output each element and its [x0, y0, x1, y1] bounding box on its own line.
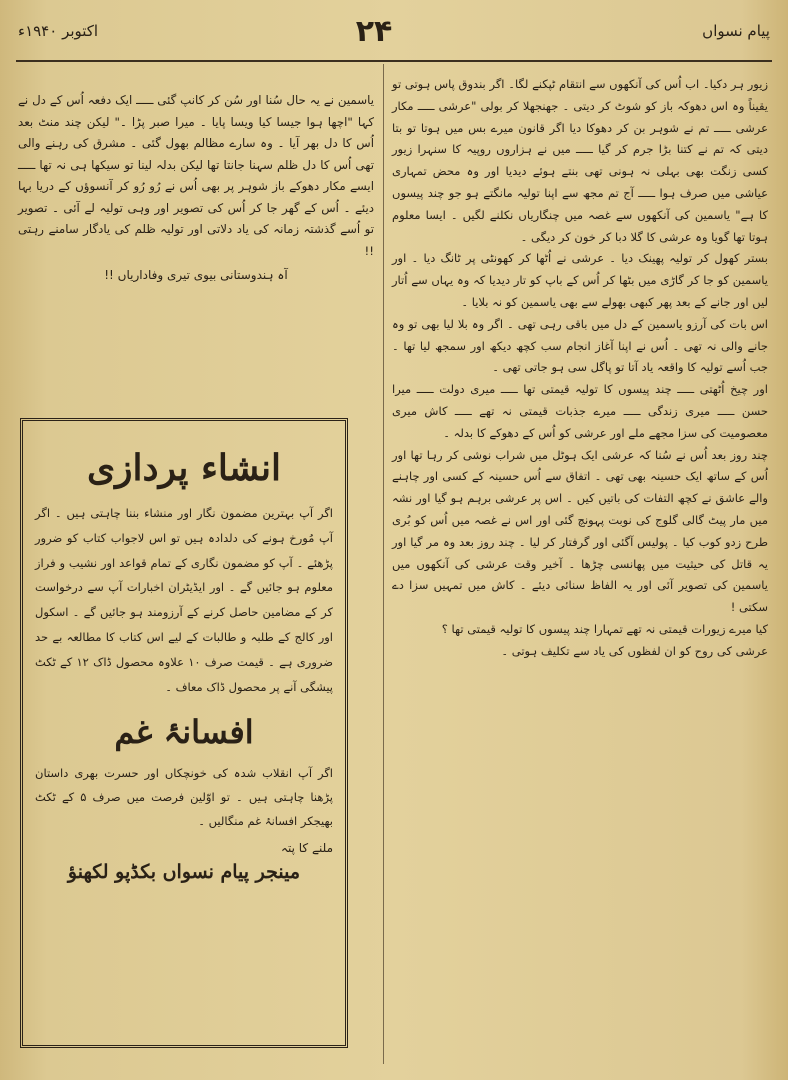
right-paragraph: اور چیخ اُٹھتی ـــــ چند پیسوں کا تولیہ قیمتی تھا ـــــ میری دولت ـــــ میرا حسن ـــــ میری زندگی ـــــ میرے جذبات قیمتی نہ تھے ـــــ کاش میری معصومیت کی سزا مجھے ملے اور عرشی کو اُس کے دھوکے کا بدلہ ۔	[392, 382, 768, 440]
issue-date: اکتوبر ۱۹۴۰ء	[18, 22, 99, 40]
right-paragraph: زیور ہر دکیا۔ اب اُس کی آنکھوں سے انتقام ٹپکنے لگا۔ اگر بندوق پاس ہوتی تو یقیناً وہ اس دھوکہ باز کو شوٹ کر دیتی ۔ جھنجھلا کر بولی "عرشی ـــــ مکار عرشی ـــــ تم نے شوہر بن کر دھوکا دیا اگر قانون میرے بس میں ہوتا تو بتا دیتی کہ تم نے کتنا بڑا جرم کر گیا ـــــ میں نے ہزاروں روپیہ کا سنہرا زیور کسی زنگت بھی بہلی نہ ہونی تھی بنتے ہوئے دیدیا اور وہ محض تمہاری عیاشی میں صرف ہوا ـــــ آج تم مجھ سے اپنا تولیہ مانگتے ہو جو چند پیسوں کا ہے" یاسمین کی آنکھوں سے غصہ میں چنگاریاں نکلنے لگیں ۔ ایسا معلوم ہوتا تھا گویا وہ عرشی کا گلا دبا کر خون کر دیگی ۔	[392, 77, 768, 244]
column-divider	[383, 64, 384, 1064]
page-header	[0, 0, 788, 62]
ad-address-label	[35, 841, 333, 855]
closing-line: آہ ہندوستانی بیوی تیری وفاداریاں !!	[104, 268, 288, 282]
right-column	[392, 74, 768, 663]
ad-body-insha-pardazi: اگر آپ بہترین مضمون نگار اور منشاء بننا چاہتی ہیں ۔ اگر آپ مُورخ ہونے کی دلدادہ ہیں تو اس لاجواب کتاب کو ضرور پڑھئے ۔ آپ کو مضمون نگاری کے تمام قواعد اور نشیب و فراز معلوم ہو جائیں گے ۔ اور ایڈیٹران اخبارات آپ سے درخواست کر کے مضامین حاصل کرنے کے آرزومند ہو جائیں گے ۔ اسکول اور کالج کے طلبہ و طالبات کے لیے اس کتاب کا مطالعہ بے حد ضروری ہے ۔ قیمت صرف ۱۰ علاوہ محصول ڈاک ۱۲ کے ٹکٹ پیشگی آنے پر محصول ڈاک معاف ۔	[35, 506, 334, 694]
left-paragraph: یاسمین نے یہ حال سُنا اور سُن کر کانپ گئی ـــــ ایک دفعہ اُس کے دل نے کہا "اچھا ہوا جیسا کیا ویسا پایا ۔ میرا صبر پڑا ۔" لیکن چند منٹ بعد اُس کا دل بھر آیا ۔ وہ سارے مظالم بھول گئی ۔ مشرق کی رہنے والی تھی اُس کا دل ظلم سہنا جانتا تھا لیکن بدلہ لینا تو سیکھا ہی نہ تھا ـــــ ایسے مکار دھوکے باز شوہر پر بھی اُس نے رُو رُو کر آنسوؤں کے دریا بہا دیئے ۔ اُس کے گھر جا کر اُس کی تصویر اور وہی تولیہ لے آئی ۔ تصویر تو اُسے گذشتہ زمانہ کی یاد دلاتی اور تولیہ ظلم کی یادگار سامنے رہتی !!	[18, 93, 374, 258]
right-paragraph: کیا میرے زیورات قیمتی نہ تھے تمہارا چند پیسوں کا تولیہ قیمتی تھا ؟	[441, 621, 768, 636]
ad-manager-address: مینجر پیام نسواں بکڈپو لکھنؤ	[67, 861, 301, 884]
right-paragraph: عرشی کی روح کو ان لفظوں کی یاد سے تکلیف ہوتی ۔	[501, 643, 768, 658]
ad-body-afsana-e-gham: اگر آپ انقلاب شدہ کی خونچکاں اور حسرت بھری داستان پڑھنا چاہتی ہیں ۔ تو اوّلین فرصت میں صرف ۵ کے ٹکٹ بھیجکر افسانۂ غم منگالیں ۔	[35, 766, 333, 829]
ad-title-afsana-e-gham: افسانۂ غم	[114, 713, 254, 752]
left-column	[18, 90, 374, 286]
right-paragraph: اس بات کی آرزو یاسمین کے دل میں باقی رہی تھی ۔ اگر وہ بلا لیا بھی تو وہ جانے والی نہ تھی ۔ اُس نے اپنا آغاز انجام سب کچھ دیکھ اور سمجھ لیا تھا ۔ جب اُسے تولیہ کا واقعہ یاد آتا تو پاگل سی ہو جاتی تھی ۔	[392, 316, 768, 375]
right-paragraph: بستر کھول کر تولیہ پھینک دیا ۔ عرشی نے اُٹھا کر کھونٹی پر ٹانگ دیا ۔ اور یاسمین کو جا کر گاڑی میں بٹھا کر اُس کے باپ کو تار دیدیا کہ وہ یہاں سے اُتار لیں اور جانے کے بعد پھر کبھی بھولے سے بھی یاسمین کو نہ بلایا ۔	[392, 251, 768, 309]
right-paragraph: چند روز بعد اُس نے سُنا کہ عرشی ایک ہوٹل میں شراب نوشی کر رہا تھا اور اُس کے ساتھ ایک حسینہ بھی تھی ۔ اتفاق سے اُس حسینہ کے کسی اور چاہنے والے عاشق نے کچھ التفات کی باتیں کیں ۔ اس پر عرشی برہم ہو گیا اور نشہ میں مار پیٹ گالی گلوج کی نوبت پہونچ گئی اور اس نے غصہ میں اُس کو بُری طرح زدو کوب کیا ۔ پولیس آگئی اور گرفتار کر لیا ۔ چند روز بعد وہ مر گیا اور یہ قاتل کی حیثیت میں پھانسی چڑھا ۔ آخیر وقت عرشی کی آنکھوں میں یاسمین کی تصویر آئی اور یہ الفاظ سنائی دیئے ۔ کاش میں تمہیں سزا دے سکتی !	[392, 447, 768, 615]
header-rule	[16, 60, 772, 62]
address-label-text: ملنے کا پتہ	[280, 841, 333, 856]
ad-title-insha-pardazi: انشاء پردازی	[86, 447, 282, 489]
journal-title: پیام نسواں	[702, 22, 770, 40]
advertisement-box	[20, 418, 348, 1048]
page-number: ۲۴	[355, 14, 393, 49]
